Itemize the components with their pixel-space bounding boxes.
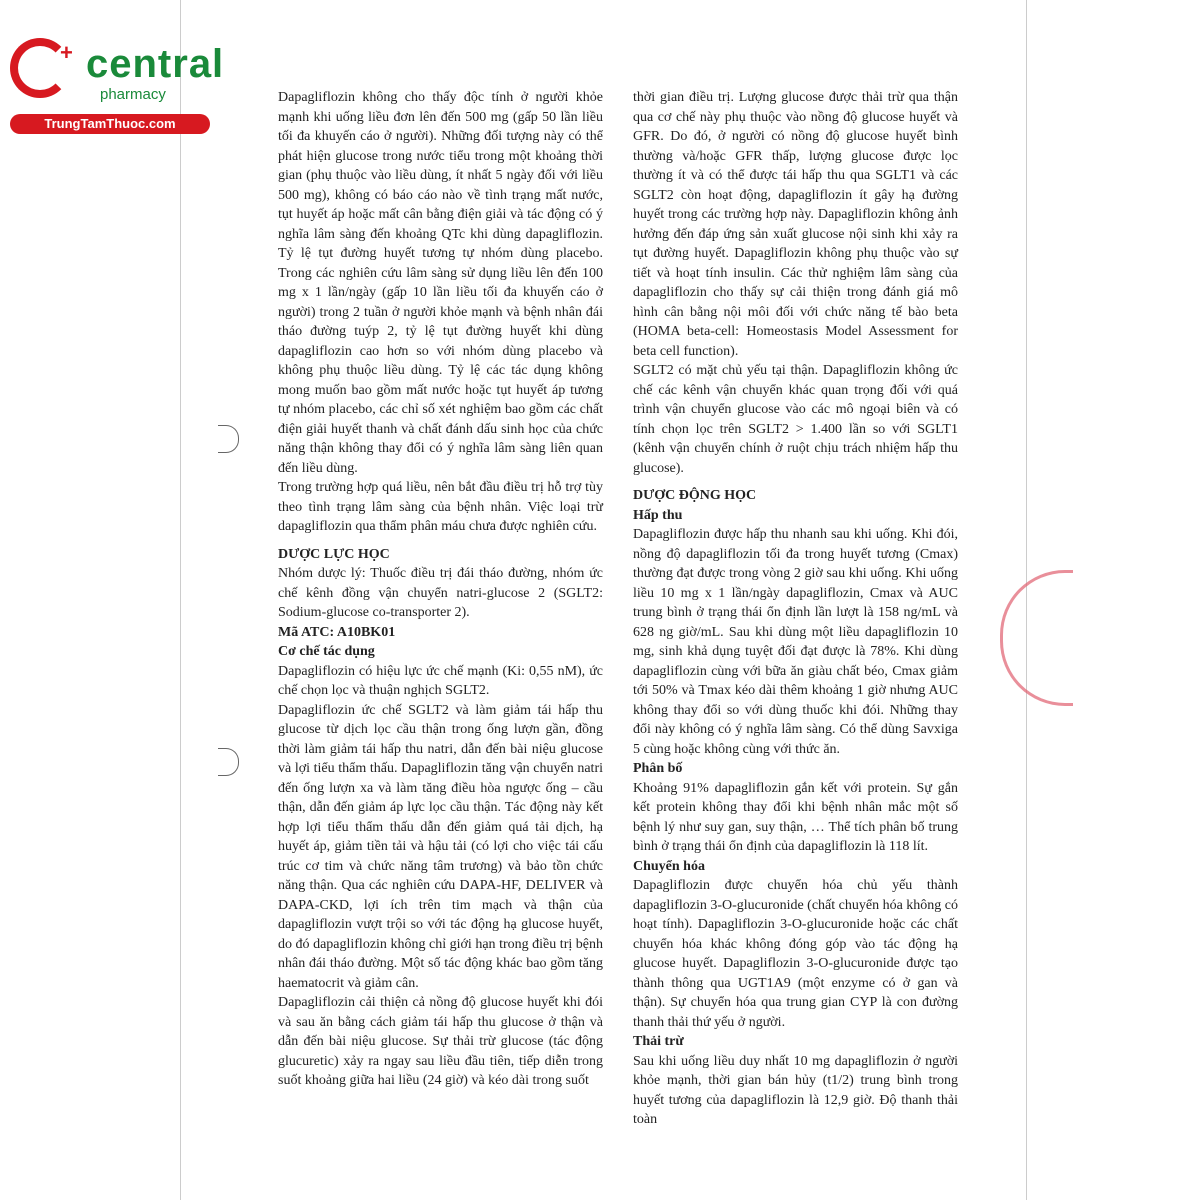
right-column xyxy=(633,88,958,1130)
paragraph: SGLT2 có mặt chủ yếu tại thận. Dapagliflozin không ức chế các kênh vận chuyển khác quan trọng đối với quá trình vận chuyển glucose vào các mô ngoại biên và có tính chọn lọc trên SGLT2 > 1.400 lần so với SGLT1 (kênh vận chuyển chính ở ruột chịu trách nhiệm hấp thu glucose). xyxy=(633,363,958,476)
paragraph: Dapagliflozin được chuyển hóa chủ yếu thành dapagliflozin 3-O-glucuronide (chất chuyển hóa không có hoạt tính). Dapagliflozin 3-O-glucuronide hoặc các chất chuyển hóa khác không đóng góp vào tác động hạ glucose huyết. Dapagliflozin 3-O-glucuronide được tạo thành thông qua UGT1A9 (một enzyme có ở gan và thận). Sự chuyển hóa qua trung gian CYP là con đường thanh thải thứ yếu ở người. xyxy=(633,878,959,1030)
paragraph: Dapagliflozin không cho thấy độc tính ở người khỏe mạnh khi uống liều đơn lên đến 500 mg (gấp 50 lần liều tối đa khuyến cáo ở người). Những đối tượng này có thể phát hiện glucose trong nước tiểu trong một khoảng thời gian (phụ thuộc vào liều dùng, ít nhất 5 ngày đối với liều 500 mg), không có báo cáo nào về tình trạng mất nước, tụt huyết áp hoặc mất cân bằng điện giải và tác động có ý nghĩa lâm sàng đến khoảng QTc khi dùng dapagliflozin. Tỷ lệ tụt đường huyết tương tự nhóm dùng placebo. Trong các nghiên cứu lâm sàng sử dụng liều lên đến 100 mg x 1 lần/ngày (gấp 10 lần liều tối đa khuyến cáo ở người) trong 2 tuần ở người khỏe mạnh và bệnh nhân đái tháo đường tuýp 2, tỷ lệ tụt đường huyết khi dùng dapagliflozin cao hơn so với nhóm dùng placebo và không phụ thuộc liều dùng. Tỷ lệ các tác dụng không mong muốn bao gồm mất nước hoặc tụt huyết áp tương tự nhóm placebo, các chỉ số xét nghiệm bao gồm các chất điện giải huyết thanh và chất đánh dấu sinh học của chức năng thận không thay đổi có ý nghĩa lâm sàng liên quan đến liều dùng. xyxy=(278,90,603,476)
paragraph: Dapagliflozin được hấp thu nhanh sau khi uống. Khi đói, nồng độ dapagliflozin tối đa trong huyết tương (Cmax) thường đạt được trong vòng 2 giờ sau khi uống. Khi uống liều 10 mg x 1 lần/ngày dapagliflozin, Cmax và AUC trung bình ở trạng thái ổn định lần lượt là 158 ng/mL và 628 ng giờ/mL. Sau khi dùng một liều dapagliflozin 10 mg, sinh khả dụng tuyệt đối đạt được là 78%. Khi dùng dapagliflozin cùng với bữa ăn giàu chất béo, Cmax giảm tới 50% và Tmax kéo dài thêm khoảng 1 giờ nhưng AUC không thay đổi so với dùng thuốc khi đói. Những thay đổi này không có ý nghĩa lâm sàng. Có thể dùng Savxiga 5 cùng hoặc không cùng với thức ăn. xyxy=(633,527,958,757)
paragraph: Khoảng 91% dapagliflozin gắn kết với protein. Sự gắn kết protein không thay đổi khi bệnh nhân mắc một số bệnh lý như suy gan, suy thận, … Thể tích phân bố trung bình ở trạng thái ổn định của dapagliflozin là 118 lít. xyxy=(633,780,958,854)
plus-icon: + xyxy=(60,40,73,65)
paragraph: Nhóm dược lý: Thuốc điều trị đái tháo đường, nhóm ức chế kênh đồng vận chuyển natri-glucose 2 (SGLT2: Sodium-glucose co-transporter 2). xyxy=(278,566,603,620)
paragraph: Sau khi uống liều duy nhất 10 mg dapagliflozin ở người khỏe mạnh, thời gian bán hủy (t1/2) trung bình trong huyết tương của dapagliflozin là 12,9 giờ. Độ thanh thải toàn xyxy=(633,1053,958,1127)
subheading: Thải trừ xyxy=(633,1034,684,1049)
central-pharmacy-logo xyxy=(10,38,225,138)
paragraph: Trong trường hợp quá liều, nên bắt đầu điều trị hỗ trợ tùy theo tình trạng lâm sàng của bệnh nhân. Việc loại trừ dapagliflozin qua thẩm phân máu chưa được nghiên cứu. xyxy=(278,480,603,534)
logo-sub: pharmacy xyxy=(100,86,166,103)
paragraph: Dapagliflozin có hiệu lực ức chế mạnh (Ki: 0,55 nM), ức chế chọn lọc và thuận nghịch SGLT2. xyxy=(278,663,603,698)
subheading: Chuyển hóa xyxy=(633,858,705,874)
paragraph: Dapagliflozin cải thiện cả nồng độ glucose huyết khi đói và sau ăn bằng cách giảm tái hấp thu glucose ở thận và dẫn đến bài niệu glucose. Sự thải trừ glucose (tác động glucuretic) xảy ra ngay sau liều đầu tiên, tiếp diễn trong suốt khoảng giữa hai liều (24 giờ) và kéo dài trong suốt xyxy=(278,995,603,1088)
subheading: Phân bố xyxy=(633,761,683,776)
paragraph: thời gian điều trị. Lượng glucose được thải trừ qua thận qua cơ chế này phụ thuộc vào nồng độ glucose huyết và GFR. Do đó, ở người có nồng độ glucose huyết bình thường và/hoặc GFR thấp, lượng glucose được lọc thường ít và có thể được tái hấp thu qua SGLT1 và các SGLT2 còn hoạt động, dapagliflozin ít gây hạ đường huyết trong các trường hợp này. Dapagliflozin không ảnh hưởng đến đáp ứng sản xuất glucose nội sinh khi xảy ra tụt đường huyết. Dapagliflozin không phụ thuộc vào sự tiết và hoạt tính insulin. Các thử nghiệm lâm sàng của dapagliflozin cho thấy sự cải thiện trong đánh giá mô hình cân bằng nội môi đối với chức năng tế bào beta (HOMA beta-cell: Homeostasis Model Assessment for beta cell function). xyxy=(633,90,958,359)
subheading: Mã ATC: A10BK01 xyxy=(278,624,396,640)
logo-url: TrungTamThuoc.com xyxy=(10,114,210,134)
subheading: Cơ chế tác dụng xyxy=(278,644,375,659)
section-heading: DƯỢC LỰC HỌC xyxy=(278,546,390,562)
paragraph: Dapagliflozin ức chế SGLT2 và làm giảm tái hấp thu glucose từ dịch lọc cầu thận trong ống lượn gần, đồng thời làm giảm tái hấp thu natri, dẫn đến bài niệu glucose và lợi tiểu thẩm thấu. Dapagliflozin tăng vận chuyển natri đến ống lượn xa và làm tăng điều hòa ngược ống – cầu thận, dẫn đến giảm áp lực lọc cầu thận. Tác động này kết hợp lợi tiểu thẩm thấu dẫn đến giảm quá tải dịch, hạ huyết áp, giảm tiền tải và hậu tải (có lợi cho việc tái cấu trúc cơ tim và chức năng tâm trương) và bảo tồn chức năng thận. Qua các nghiên cứu DAPA-HF, DELIVER và DAPA-CKD, lợi ích trên tim mạch và thận của dapagliflozin vượt trội so với tác động hạ glucose huyết, do đó dapagliflozin không chỉ giới hạn trong điều trị bệnh nhân đái tháo đường. Một số tác động khác bao gồm tăng haematocrit và giảm cân. xyxy=(278,702,603,991)
logo-word: central xyxy=(86,42,225,86)
subheading: Hấp thu xyxy=(633,507,683,523)
left-column xyxy=(278,88,603,1091)
section-heading: DƯỢC ĐỘNG HỌC xyxy=(633,488,757,503)
